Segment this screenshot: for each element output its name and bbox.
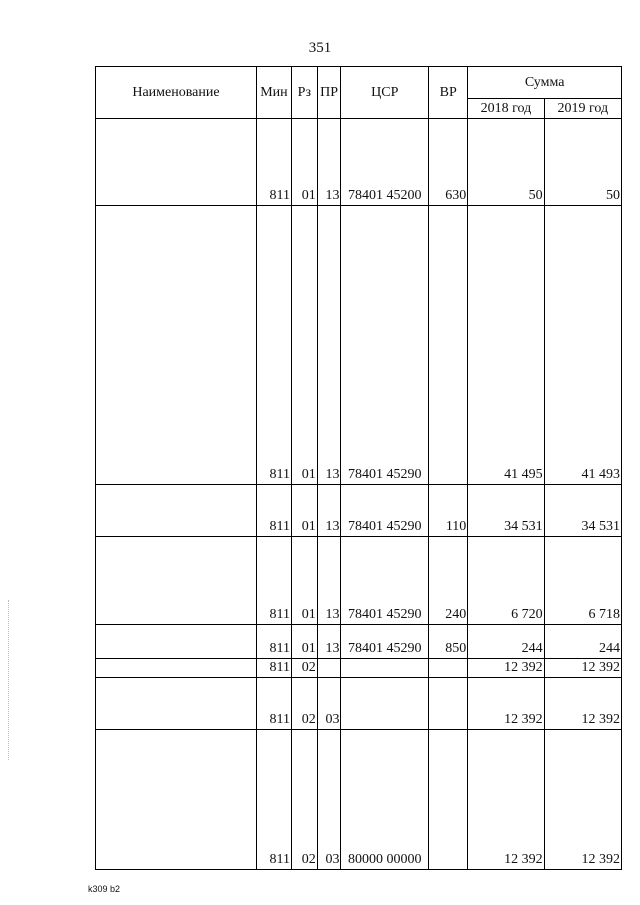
row-2019: 12 392 [544, 678, 621, 730]
table-row [96, 678, 622, 730]
row-csr: 78401 45290 [341, 206, 429, 485]
header-rz: Рз [291, 67, 317, 119]
table-row [96, 206, 622, 485]
row-csr [341, 659, 429, 678]
row-rz: 02 [291, 678, 317, 730]
row-2018: 41 495 [468, 206, 544, 485]
row-csr: 78401 45290 [341, 537, 429, 625]
row-name [96, 485, 257, 537]
row-vr [429, 206, 468, 485]
table-row [96, 659, 622, 678]
row-pr: 13 [317, 206, 341, 485]
row-name [96, 730, 257, 870]
row-rz: 01 [291, 485, 317, 537]
row-2019: 50 [544, 119, 621, 206]
row-vr [429, 730, 468, 870]
row-pr: 03 [317, 678, 341, 730]
row-rz: 02 [291, 730, 317, 870]
row-name [96, 119, 257, 206]
header-csr: ЦСР [341, 67, 429, 119]
row-name [96, 678, 257, 730]
row-csr [341, 678, 429, 730]
header-2018: 2018 год [468, 99, 544, 119]
table-row [96, 730, 622, 870]
row-name [96, 537, 257, 625]
row-vr: 850 [429, 625, 468, 659]
row-rz: 01 [291, 119, 317, 206]
row-2018: 244 [468, 625, 544, 659]
row-vr: 240 [429, 537, 468, 625]
header-min: Мин [256, 67, 291, 119]
table-row [96, 625, 622, 659]
header-sum: Сумма [468, 67, 622, 99]
row-2019: 34 531 [544, 485, 621, 537]
row-min: 811 [256, 206, 291, 485]
row-min: 811 [256, 537, 291, 625]
row-name [96, 625, 257, 659]
row-rz: 02 [291, 659, 317, 678]
row-pr: 13 [317, 485, 341, 537]
row-min: 811 [256, 485, 291, 537]
row-2019: 6 718 [544, 537, 621, 625]
table-row [96, 537, 622, 625]
row-pr: 13 [317, 119, 341, 206]
row-csr: 78401 45290 [341, 625, 429, 659]
row-vr [429, 659, 468, 678]
row-name [96, 206, 257, 485]
row-min: 811 [256, 678, 291, 730]
row-2018: 12 392 [468, 659, 544, 678]
row-rz: 01 [291, 537, 317, 625]
row-min: 811 [256, 119, 291, 206]
row-vr [429, 678, 468, 730]
header-vr: ВР [429, 67, 468, 119]
row-vr: 110 [429, 485, 468, 537]
table-row [96, 485, 622, 537]
row-pr [317, 659, 341, 678]
header-2019: 2019 год [544, 99, 621, 119]
row-2018: 12 392 [468, 678, 544, 730]
row-2019: 12 392 [544, 659, 621, 678]
page-number: 351 [308, 40, 332, 56]
row-2019: 244 [544, 625, 621, 659]
row-2019: 41 493 [544, 206, 621, 485]
row-rz: 01 [291, 625, 317, 659]
row-name [96, 659, 257, 678]
row-vr: 630 [429, 119, 468, 206]
row-csr: 80000 00000 [341, 730, 429, 870]
row-2018: 50 [468, 119, 544, 206]
row-min: 811 [256, 659, 291, 678]
row-2018: 12 392 [468, 730, 544, 870]
row-2019: 12 392 [544, 730, 621, 870]
header-name: Наименование [96, 67, 257, 119]
row-pr: 13 [317, 537, 341, 625]
row-min: 811 [256, 625, 291, 659]
row-csr: 78401 45290 [341, 485, 429, 537]
header-pr: ПР [317, 67, 341, 119]
row-2018: 6 720 [468, 537, 544, 625]
row-min: 811 [256, 730, 291, 870]
scan-edge-line [8, 600, 10, 760]
table-row [96, 119, 622, 206]
row-pr: 03 [317, 730, 341, 870]
footer-code: k309 b2 [88, 884, 121, 894]
row-rz: 01 [291, 206, 317, 485]
row-2018: 34 531 [468, 485, 544, 537]
row-pr: 13 [317, 625, 341, 659]
row-csr: 78401 45200 [341, 119, 429, 206]
budget-table [95, 66, 622, 870]
